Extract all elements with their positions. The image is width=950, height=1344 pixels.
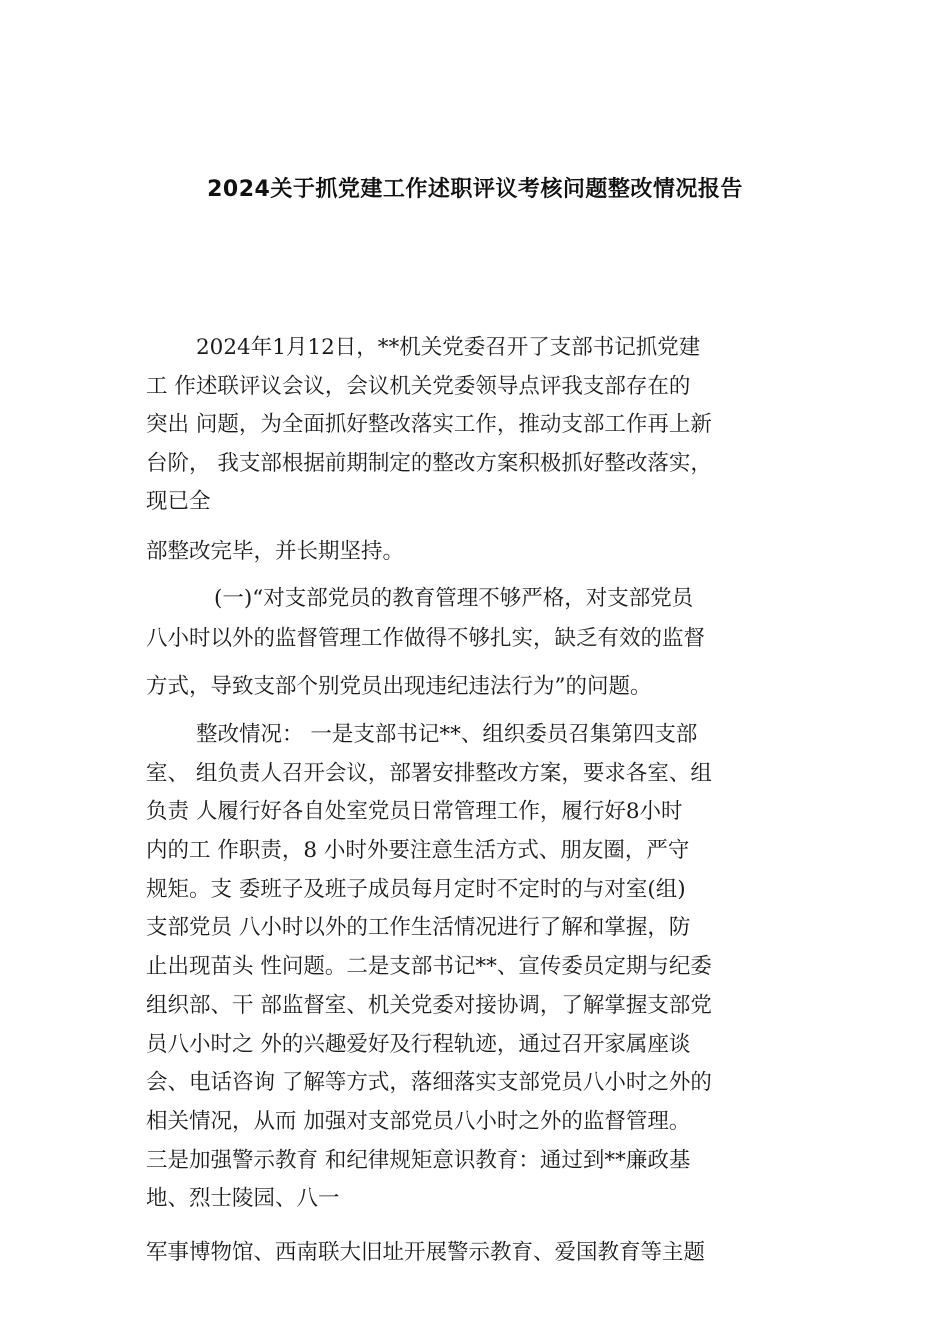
- intro-continuation: [146, 533, 816, 572]
- paragraph-line: 工 作述联评议会议，会议机关党委领导点评我支部存在的: [146, 373, 691, 399]
- final-paragraph: [146, 1234, 816, 1273]
- intro-paragraph: [146, 329, 816, 522]
- paragraph-line: 2024年1月12日，**机关党委召开了支部书记抓党建: [196, 335, 701, 360]
- paragraph-line: 突出 问题，为全面抓好整改落实工作，推动支部工作再上新: [146, 412, 712, 437]
- paragraph-line: 三是加强警示教育 和纪律规矩意识教育：通过到**廉政基: [146, 1147, 691, 1173]
- paragraph-line: 室、 组负责人召开会议，部署安排整改方案，要求各室、组: [146, 760, 712, 786]
- paragraph-line: 地、烈士陵园、八一: [146, 1186, 340, 1212]
- paragraph-line: 负责 人履行好各自处室党员日常管理工作，履行好8小时: [146, 799, 683, 825]
- paragraph-line: (一)“对支部党员的教育管理不够严格，对支部党员: [214, 586, 694, 611]
- paragraph-line: 会、电话咨询 了解等方式，落细落实支部党员八小时之外的: [146, 1070, 712, 1096]
- paragraph-line: 支部党员 八小时以外的工作生活情况进行了解和掌握，防: [146, 915, 691, 941]
- paragraph-line: 整改情况： 一是支部书记**、组织委员召集第四支部: [196, 722, 698, 747]
- paragraph-line: 方式，导致支部个别党员出现违纪违法行为”的问题。: [146, 674, 652, 699]
- rectification-paragraph: [146, 716, 816, 1219]
- paragraph-line: 台阶， 我支部根据前期制定的整改方案积极抓好整改落实，: [146, 450, 712, 476]
- paragraph-line: 止出现苗头 性问题。二是支部书记**、宣传委员定期与纪委: [146, 954, 712, 980]
- document-title: 2024关于抓党建工作述职评议考核问题整改情况报告: [207, 177, 743, 202]
- paragraph-line: 现已全: [146, 489, 211, 514]
- paragraph-line: 相关情况，从而 加强对支部党员八小时之外的监督管理。: [146, 1108, 691, 1134]
- paragraph-line: 八小时以外的监督管理工作做得不够扎实，缺乏有效的监督: [146, 626, 706, 651]
- paragraph-line: 组织部、干 部监督室、机关党委对接协调，了解掌握支部党: [146, 992, 712, 1018]
- issue-one-paragraph: [146, 579, 816, 707]
- paragraph-line: 规矩。支 委班子及班子成员每月定时不定时的与对室(组): [146, 876, 686, 902]
- paragraph-line: 军事博物馆、西南联大旧址开展警示教育、爱国教育等主题: [146, 1240, 706, 1265]
- paragraph-line: 部整改完毕，并长期坚持。: [146, 539, 405, 564]
- paragraph-line: 内的工 作职责，8 小时外要注意生活方式、朋友圈，严守: [146, 838, 690, 864]
- paragraph-line: 员八小时之 外的兴趣爱好及行程轨迹，通过召开家属座谈: [146, 1031, 691, 1057]
